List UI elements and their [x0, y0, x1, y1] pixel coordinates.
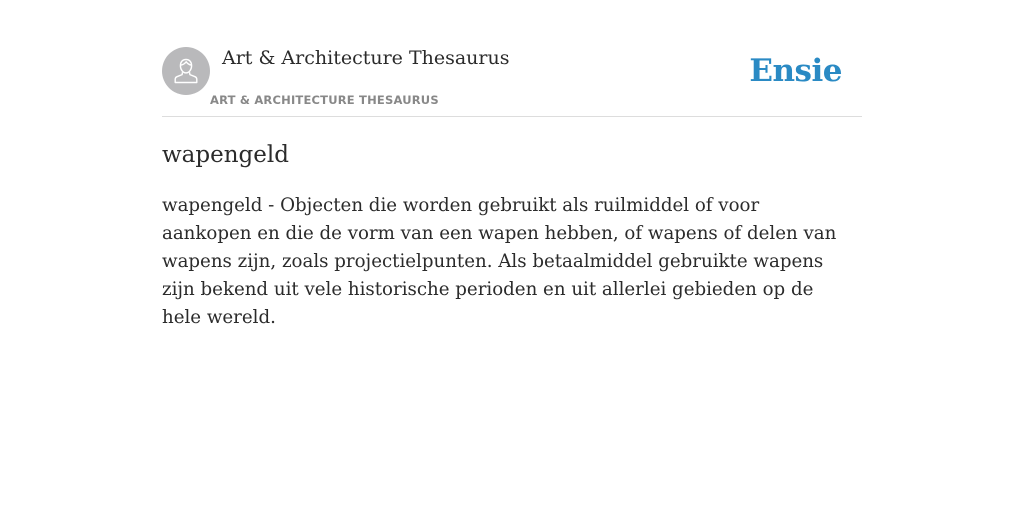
entry-title: wapengeld	[162, 142, 289, 168]
avatar[interactable]	[162, 47, 210, 95]
author-name[interactable]: Art & Architecture Thesaurus	[222, 47, 510, 69]
brand-logo[interactable]: Ensie	[749, 53, 842, 89]
user-silhouette-icon	[171, 56, 201, 86]
author-subtitle[interactable]: ART & ARCHITECTURE THESAURUS	[210, 93, 439, 107]
profile-header	[162, 46, 862, 117]
entry-definition: wapengeld - Objecten die worden gebruikt als ruilmiddel of voor aankopen en die de vorm van een wapen hebben, of wapens of delen van wapens zijn, zoals projectielpunten. Als betaalmiddel gebruikte wapens zijn bekend uit vele historische perioden en uit allerlei gebieden op de hele wereld.	[162, 195, 837, 328]
